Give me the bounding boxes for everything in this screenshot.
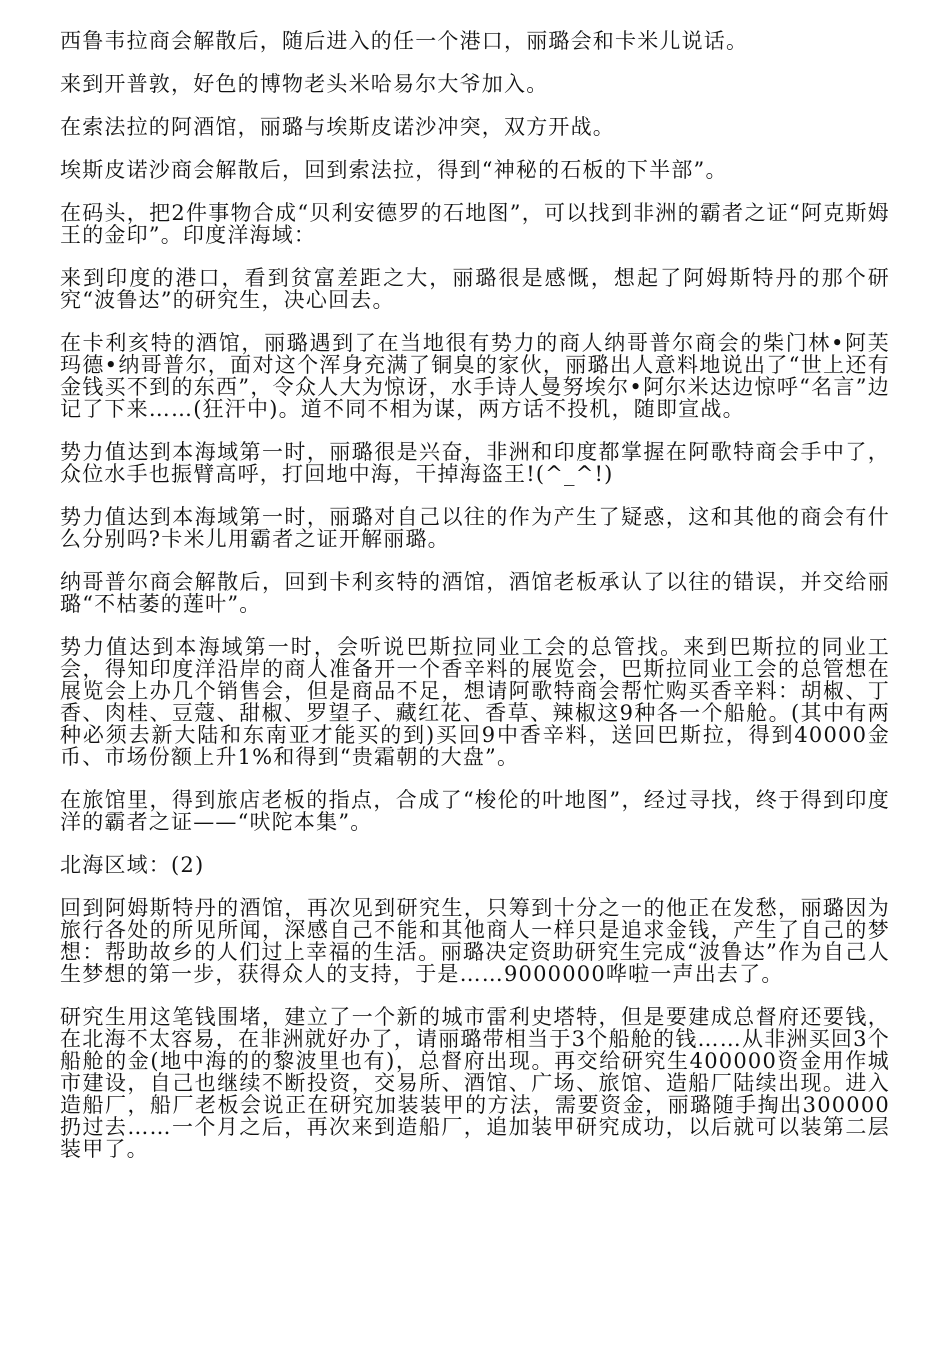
paragraph-14: 回到阿姆斯特丹的酒馆，再次见到研究生，只筹到十分之一的他正在发愁，丽璐因为旅行各处的所见所闻，深感自己不能和其他商人一样只是追求金钱，产生了自己的梦想：帮助故乡的人们过上幸福的生活。丽璐决定资助研究生完成“波鲁达”作为自己人生梦想的第一步，获得众人的支持，于是……9000000哗啦一声出去了。	[60, 896, 890, 986]
paragraph-4: 埃斯皮诺沙商会解散后，回到索法拉，得到“神秘的石板的下半部”。	[60, 158, 728, 182]
paragraph-1: 西鲁韦拉商会解散后，随后进入的任一个港口，丽璐会和卡米儿说话。	[60, 29, 749, 53]
paragraph-8: 势力值达到本海域第一时，丽璐很是兴奋，非洲和印度都掌握在阿歌特商会手中了，众位水手也振臂高呼，打回地中海，干掉海盗王!(^_^!)	[60, 440, 890, 486]
paragraph-9: 势力值达到本海域第一时，丽璐对自己以往的作为产生了疑惑，这和其他的商会有什么分别吗?卡米儿用霸者之证开解丽璐。	[60, 505, 890, 551]
paragraph-7: 在卡利亥特的酒馆，丽璐遇到了在当地很有势力的商人纳哥普尔商会的柴门林•阿芙玛德•纳哥普尔，面对这个浑身充满了铜臭的家伙，丽璐出人意料地说出了“世上还有金钱买不到的东西”，令众人大为惊讶，水手诗人曼努埃尔•阿尔米达边惊呼“名言”边记了下来……(狂汗中)。道不同不相为谋，两方话不投机，随即宣战。	[60, 331, 890, 421]
section-heading: 北海区域：(2)	[60, 853, 205, 877]
paragraph-5: 在码头，把2件事物合成“贝利安德罗的石地图”，可以找到非洲的霸者之证“阿克斯姆王的金印”。印度洋海域：	[60, 201, 890, 247]
paragraph-15: 研究生用这笔钱围堵，建立了一个新的城市雷利史塔特，但是要建成总督府还要钱，在北海不太容易，在非洲就好办了，请丽璐带相当于3个船舱的钱……从非洲买回3个船舱的金(地中海的的黎波里也有)，总督府出现。再交给研究生400000资金用作城市建设，自己也继续不断投资，交易所、酒馆、广场、旅馆、造船厂陆续出现。进入造船厂，船厂老板会说正在研究加装装甲的方法，需要资金，丽璐随手掏出300000扔过去……一个月之后，再次来到造船厂，追加装甲研究成功，以后就可以装第二层装甲了。	[60, 1005, 890, 1161]
paragraph-11: 势力值达到本海域第一时，会听说巴斯拉同业工会的总管找。来到巴斯拉的同业工会，得知印度洋沿岸的商人准备开一个香辛料的展览会，巴斯拉同业工会的总管想在展览会上办几个销售会，但是商品不足，想请阿歌特商会帮忙购买香辛料：胡椒、丁香、肉桂、豆蔻、甜椒、罗望子、藏红花、香草、辣椒这9种各一个船舱。(其中有两种必须去新大陆和东南亚才能买的到)买回9中香辛料，送回巴斯拉，得到40000金币、市场份额上升1%和得到“贵霜朝的大盘”。	[60, 635, 890, 769]
paragraph-10: 纳哥普尔商会解散后，回到卡利亥特的酒馆，酒馆老板承认了以往的错误，并交给丽璐“不枯萎的莲叶”。	[60, 570, 890, 616]
paragraph-12: 在旅馆里，得到旅店老板的指点，合成了“梭伦的叶地图”，经过寻找，终于得到印度洋的霸者之证——“吠陀本集”。	[60, 788, 890, 834]
paragraph-2: 来到开普敦，好色的博物老头米哈易尔大爷加入。	[60, 72, 549, 96]
document-body	[60, 30, 890, 1181]
paragraph-6: 来到印度的港口，看到贫富差距之大，丽璐很是感慨，想起了阿姆斯特丹的那个研究“波鲁达”的研究生，决心回去。	[60, 266, 890, 312]
paragraph-3: 在索法拉的阿酒馆，丽璐与埃斯皮诺沙冲突，双方开战。	[60, 115, 615, 139]
